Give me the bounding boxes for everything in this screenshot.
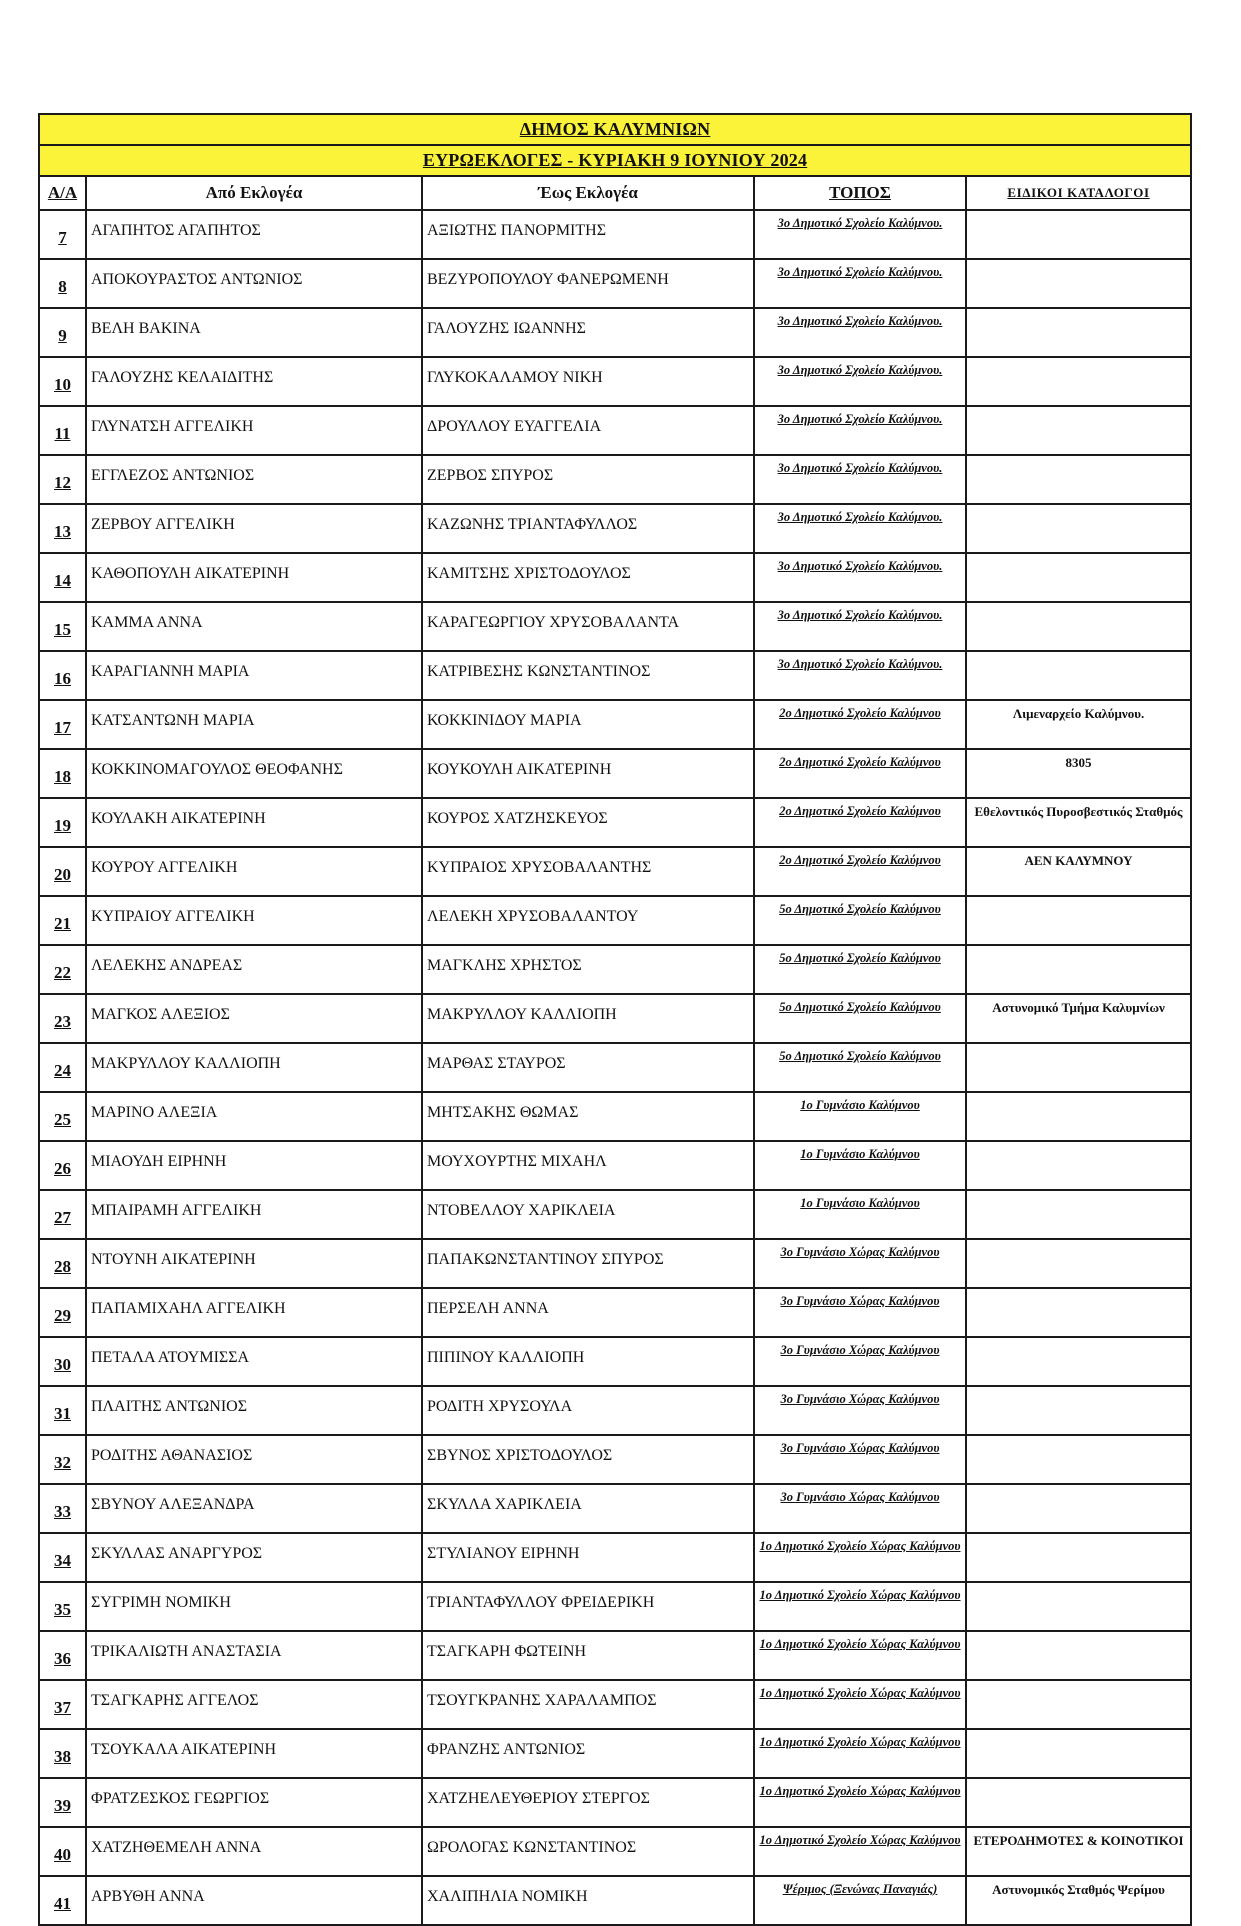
special-list <box>966 1141 1191 1190</box>
header-to: Έως Εκλογέα <box>422 176 754 210</box>
polling-place: 3ο Γυμνάσιο Χώρας Καλύμνου <box>754 1386 966 1435</box>
polling-place: 2ο Δημοτικό Σχολείο Καλύμνου <box>754 798 966 847</box>
from-voter: ΠΕΤΑΛΑ ΑΤΟΥΜΙΣΣΑ <box>86 1337 422 1386</box>
polling-place: 3ο Δημοτικό Σχολείο Καλύμνου. <box>754 259 966 308</box>
polling-place: 1ο Γυμνάσιο Καλύμνου <box>754 1092 966 1141</box>
table-row <box>39 1337 1191 1386</box>
special-list <box>966 1435 1191 1484</box>
polling-place: 5ο Δημοτικό Σχολείο Καλύμνου <box>754 945 966 994</box>
polling-place: 3ο Δημοτικό Σχολείο Καλύμνου. <box>754 602 966 651</box>
to-voter: ΚΑΜΙΤΣΗΣ ΧΡΙΣΤΟΔΟΥΛΟΣ <box>422 553 754 602</box>
row-number: 16 <box>39 651 86 700</box>
special-list: Εθελοντικός Πυροσβεστικός Σταθμός <box>966 798 1191 847</box>
row-number: 12 <box>39 455 86 504</box>
polling-place: 3ο Γυμνάσιο Χώρας Καλύμνου <box>754 1484 966 1533</box>
row-number: 9 <box>39 308 86 357</box>
special-list <box>966 1337 1191 1386</box>
polling-place: 1ο Γυμνάσιο Καλύμνου <box>754 1190 966 1239</box>
to-voter: ΜΗΤΣΑΚΗΣ ΘΩΜΑΣ <box>422 1092 754 1141</box>
table-row <box>39 1386 1191 1435</box>
polling-stations-table <box>38 113 1192 1926</box>
row-number: 36 <box>39 1631 86 1680</box>
special-list <box>966 1680 1191 1729</box>
header-num: Α/Α <box>39 176 86 210</box>
row-number: 38 <box>39 1729 86 1778</box>
from-voter: ΝΤΟΥΝΗ ΑΙΚΑΤΕΡΙΝΗ <box>86 1239 422 1288</box>
to-voter: ΣΒΥΝΟΣ ΧΡΙΣΤΟΔΟΥΛΟΣ <box>422 1435 754 1484</box>
from-voter: ΑΠΟΚΟΥΡΑΣΤΟΣ ΑΝΤΩΝΙΟΣ <box>86 259 422 308</box>
table-row <box>39 504 1191 553</box>
table-row <box>39 602 1191 651</box>
polling-place: 1ο Δημοτικό Σχολείο Χώρας Καλύμνου <box>754 1533 966 1582</box>
from-voter: ΑΡΒΥΘΗ ΑΝΝΑ <box>86 1876 422 1925</box>
row-number: 17 <box>39 700 86 749</box>
from-voter: ΤΣΑΓΚΑΡΗΣ ΑΓΓΕΛΟΣ <box>86 1680 422 1729</box>
election-title: ΕΥΡΩΕΚΛΟΓΕΣ - ΚΥΡΙΑΚΗ 9 ΙΟΥΝΙΟΥ 2024 <box>39 145 1191 176</box>
special-list <box>966 1631 1191 1680</box>
row-number: 26 <box>39 1141 86 1190</box>
row-number: 32 <box>39 1435 86 1484</box>
from-voter: ΜΑΓΚΟΣ ΑΛΕΞΙΟΣ <box>86 994 422 1043</box>
special-list <box>966 1239 1191 1288</box>
polling-place: 1ο Δημοτικό Σχολείο Χώρας Καλύμνου <box>754 1631 966 1680</box>
to-voter: ΒΕΖΥΡΟΠΟΥΛΟΥ ΦΑΝΕΡΩΜΕΝΗ <box>422 259 754 308</box>
row-number: 20 <box>39 847 86 896</box>
special-list <box>966 210 1191 259</box>
to-voter: ΡΟΔΙΤΗ ΧΡΥΣΟΥΛΑ <box>422 1386 754 1435</box>
to-voter: ΚΥΠΡΑΙΟΣ ΧΡΥΣΟΒΑΛΑΝΤΗΣ <box>422 847 754 896</box>
from-voter: ΚΑΜΜΑ ΑΝΝΑ <box>86 602 422 651</box>
special-list <box>966 1288 1191 1337</box>
to-voter: ΑΞΙΩΤΗΣ ΠΑΝΟΡΜΙΤΗΣ <box>422 210 754 259</box>
row-number: 40 <box>39 1827 86 1876</box>
special-list <box>966 1533 1191 1582</box>
title-row <box>39 114 1191 145</box>
from-voter: ΜΠΑΙΡΑΜΗ ΑΓΓΕΛΙΚΗ <box>86 1190 422 1239</box>
special-list <box>966 1484 1191 1533</box>
from-voter: ΤΣΟΥΚΑΛΑ ΑΙΚΑΤΕΡΙΝΗ <box>86 1729 422 1778</box>
to-voter: ΣΚΥΛΛΑ ΧΑΡΙΚΛΕΙΑ <box>422 1484 754 1533</box>
row-number: 28 <box>39 1239 86 1288</box>
row-number: 30 <box>39 1337 86 1386</box>
from-voter: ΜΑΡΙΝΟ ΑΛΕΞΙΑ <box>86 1092 422 1141</box>
to-voter: ΚΑΡΑΓΕΩΡΓΙΟΥ ΧΡΥΣΟΒΑΛΑΝΤΑ <box>422 602 754 651</box>
table-row <box>39 945 1191 994</box>
from-voter: ΚΑΤΣΑΝΤΩΝΗ ΜΑΡΙΑ <box>86 700 422 749</box>
row-number: 7 <box>39 210 86 259</box>
to-voter: ΧΑΤΖΗΕΛΕΥΘΕΡΙΟΥ ΣΤΕΡΓΟΣ <box>422 1778 754 1827</box>
special-list <box>966 308 1191 357</box>
subtitle-row <box>39 145 1191 176</box>
to-voter: ΜΟΥΧΟΥΡΤΗΣ ΜΙΧΑΗΛ <box>422 1141 754 1190</box>
to-voter: ΛΕΛΕΚΗ ΧΡΥΣΟΒΑΛΑΝΤΟΥ <box>422 896 754 945</box>
from-voter: ΓΛΥΝΑΤΣΗ ΑΓΓΕΛΙΚΗ <box>86 406 422 455</box>
special-list <box>966 455 1191 504</box>
table-row <box>39 210 1191 259</box>
polling-place: 3ο Δημοτικό Σχολείο Καλύμνου. <box>754 504 966 553</box>
polling-place: 3ο Δημοτικό Σχολείο Καλύμνου. <box>754 308 966 357</box>
row-number: 22 <box>39 945 86 994</box>
table-row <box>39 1092 1191 1141</box>
table-row <box>39 994 1191 1043</box>
special-list <box>966 553 1191 602</box>
table-row <box>39 798 1191 847</box>
table-row <box>39 1190 1191 1239</box>
to-voter: ΜΑΡΘΑΣ ΣΤΑΥΡΟΣ <box>422 1043 754 1092</box>
row-number: 37 <box>39 1680 86 1729</box>
table-row <box>39 1876 1191 1925</box>
row-number: 39 <box>39 1778 86 1827</box>
from-voter: ΧΑΤΖΗΘΕΜΕΛΗ ΑΝΝΑ <box>86 1827 422 1876</box>
from-voter: ΒΕΛΗ ΒΑΚΙΝΑ <box>86 308 422 357</box>
header-special: ΕΙΔΙΚΟΙ ΚΑΤΑΛΟΓΟΙ <box>966 176 1191 210</box>
polling-place: 3ο Δημοτικό Σχολείο Καλύμνου. <box>754 553 966 602</box>
row-number: 13 <box>39 504 86 553</box>
special-list <box>966 602 1191 651</box>
table-row <box>39 1043 1191 1092</box>
table-row <box>39 406 1191 455</box>
from-voter: ΜΙΑΟΥΔΗ ΕΙΡΗΝΗ <box>86 1141 422 1190</box>
from-voter: ΠΛΑΙΤΗΣ ΑΝΤΩΝΙΟΣ <box>86 1386 422 1435</box>
polling-place: 3ο Δημοτικό Σχολείο Καλύμνου. <box>754 357 966 406</box>
row-number: 35 <box>39 1582 86 1631</box>
to-voter: ΧΑΛΙΠΗΛΙΑ ΝΟΜΙΚΗ <box>422 1876 754 1925</box>
polling-place: 1ο Δημοτικό Σχολείο Χώρας Καλύμνου <box>754 1582 966 1631</box>
from-voter: ΚΑΡΑΓΙΑΝΝΗ ΜΑΡΙΑ <box>86 651 422 700</box>
from-voter: ΕΓΓΛΕΖΟΣ ΑΝΤΩΝΙΟΣ <box>86 455 422 504</box>
table-row <box>39 455 1191 504</box>
polling-place: 1ο Δημοτικό Σχολείο Χώρας Καλύμνου <box>754 1827 966 1876</box>
to-voter: ΣΤΥΛΙΑΝΟΥ ΕΙΡΗΝΗ <box>422 1533 754 1582</box>
header-place: ΤΟΠΟΣ <box>754 176 966 210</box>
table-row <box>39 1435 1191 1484</box>
row-number: 31 <box>39 1386 86 1435</box>
special-list <box>966 1043 1191 1092</box>
table-row <box>39 749 1191 798</box>
to-voter: ΓΑΛΟΥΖΗΣ ΙΩΑΝΝΗΣ <box>422 308 754 357</box>
table-row <box>39 1778 1191 1827</box>
table-row <box>39 553 1191 602</box>
from-voter: ΦΡΑΤΖΕΣΚΟΣ ΓΕΩΡΓΙΟΣ <box>86 1778 422 1827</box>
special-list <box>966 504 1191 553</box>
to-voter: ΦΡΑΝΖΗΣ ΑΝΤΩΝΙΟΣ <box>422 1729 754 1778</box>
from-voter: ΜΑΚΡΥΛΛΟΥ ΚΑΛΛΙΟΠΗ <box>86 1043 422 1092</box>
to-voter: ΚΟΥΡΟΣ ΧΑΤΖΗΣΚΕΥΟΣ <box>422 798 754 847</box>
to-voter: ΩΡΟΛΟΓΑΣ ΚΩΝΣΤΑΝΤΙΝΟΣ <box>422 1827 754 1876</box>
header-from: Από Εκλογέα <box>86 176 422 210</box>
table-row <box>39 1729 1191 1778</box>
polling-place: 3ο Δημοτικό Σχολείο Καλύμνου. <box>754 651 966 700</box>
to-voter: ΓΛΥΚΟΚΑΛΑΜΟΥ ΝΙΚΗ <box>422 357 754 406</box>
polling-place: 3ο Δημοτικό Σχολείο Καλύμνου. <box>754 406 966 455</box>
polling-place: 2ο Δημοτικό Σχολείο Καλύμνου <box>754 749 966 798</box>
from-voter: ΤΡΙΚΑΛΙΩΤΗ ΑΝΑΣΤΑΣΙΑ <box>86 1631 422 1680</box>
header-row <box>39 176 1191 210</box>
to-voter: ΖΕΡΒΟΣ ΣΠΥΡΟΣ <box>422 455 754 504</box>
row-number: 24 <box>39 1043 86 1092</box>
special-list <box>966 1092 1191 1141</box>
row-number: 21 <box>39 896 86 945</box>
from-voter: ΚΟΚΚΙΝΟΜΑΓΟΥΛΟΣ ΘΕΟΦΑΝΗΣ <box>86 749 422 798</box>
polling-place: 5ο Δημοτικό Σχολείο Καλύμνου <box>754 994 966 1043</box>
from-voter: ΠΑΠΑΜΙΧΑΗΛ ΑΓΓΕΛΙΚΗ <box>86 1288 422 1337</box>
polling-place: Ψέριμος (Ξενώνας Παναγιάς) <box>754 1876 966 1925</box>
row-number: 34 <box>39 1533 86 1582</box>
special-list <box>966 651 1191 700</box>
from-voter: ΡΟΔΙΤΗΣ ΑΘΑΝΑΣΙΟΣ <box>86 1435 422 1484</box>
special-list <box>966 896 1191 945</box>
polling-place: 3ο Δημοτικό Σχολείο Καλύμνου. <box>754 210 966 259</box>
table-row <box>39 1484 1191 1533</box>
table-row <box>39 1141 1191 1190</box>
row-number: 10 <box>39 357 86 406</box>
to-voter: ΚΑΤΡΙΒΕΣΗΣ ΚΩΝΣΤΑΝΤΙΝΟΣ <box>422 651 754 700</box>
special-list: Αστυνομικό Τμήμα Καλυμνίων <box>966 994 1191 1043</box>
row-number: 8 <box>39 259 86 308</box>
to-voter: ΔΡΟΥΛΛΟΥ ΕΥΑΓΓΕΛΙΑ <box>422 406 754 455</box>
special-list <box>966 1190 1191 1239</box>
table-row <box>39 1631 1191 1680</box>
row-number: 33 <box>39 1484 86 1533</box>
table-row <box>39 847 1191 896</box>
special-list <box>966 1778 1191 1827</box>
table-row <box>39 1827 1191 1876</box>
row-number: 23 <box>39 994 86 1043</box>
table-row <box>39 259 1191 308</box>
from-voter: ΚΥΠΡΑΙΟΥ ΑΓΓΕΛΙΚΗ <box>86 896 422 945</box>
municipality-title: ΔΗΜΟΣ ΚΑΛΥΜΝΙΩΝ <box>39 114 1191 145</box>
polling-stations-sheet <box>38 113 1190 1926</box>
row-number: 11 <box>39 406 86 455</box>
polling-place: 1ο Δημοτικό Σχολείο Χώρας Καλύμνου <box>754 1778 966 1827</box>
special-list <box>966 406 1191 455</box>
row-number: 41 <box>39 1876 86 1925</box>
polling-place: 1ο Δημοτικό Σχολείο Χώρας Καλύμνου <box>754 1680 966 1729</box>
table-row <box>39 1582 1191 1631</box>
to-voter: ΠΕΡΣΕΛΗ ΑΝΝΑ <box>422 1288 754 1337</box>
special-list: ΕΤΕΡΟΔΗΜΟΤΕΣ & ΚΟΙΝΟΤΙΚΟΙ <box>966 1827 1191 1876</box>
from-voter: ΑΓΑΠΗΤΟΣ ΑΓΑΠΗΤΟΣ <box>86 210 422 259</box>
table-body <box>39 210 1191 1925</box>
table-row <box>39 1533 1191 1582</box>
polling-place: 1ο Γυμνάσιο Καλύμνου <box>754 1141 966 1190</box>
polling-place: 2ο Δημοτικό Σχολείο Καλύμνου <box>754 847 966 896</box>
to-voter: ΜΑΓΚΛΗΣ ΧΡΗΣΤΟΣ <box>422 945 754 994</box>
from-voter: ΣΥΓΡΙΜΗ ΝΟΜΙΚΗ <box>86 1582 422 1631</box>
to-voter: ΤΡΙΑΝΤΑΦΥΛΛΟΥ ΦΡΕΙΔΕΡΙΚΗ <box>422 1582 754 1631</box>
polling-place: 2ο Δημοτικό Σχολείο Καλύμνου <box>754 700 966 749</box>
special-list <box>966 1386 1191 1435</box>
polling-place: 5ο Δημοτικό Σχολείο Καλύμνου <box>754 896 966 945</box>
special-list <box>966 357 1191 406</box>
to-voter: ΝΤΟΒΕΛΛΟΥ ΧΑΡΙΚΛΕΙΑ <box>422 1190 754 1239</box>
row-number: 25 <box>39 1092 86 1141</box>
polling-place: 3ο Γυμνάσιο Χώρας Καλύμνου <box>754 1435 966 1484</box>
from-voter: ΖΕΡΒΟΥ ΑΓΓΕΛΙΚΗ <box>86 504 422 553</box>
from-voter: ΣΚΥΛΛΑΣ ΑΝΑΡΓΥΡΟΣ <box>86 1533 422 1582</box>
from-voter: ΣΒΥΝΟΥ ΑΛΕΞΑΝΔΡΑ <box>86 1484 422 1533</box>
row-number: 18 <box>39 749 86 798</box>
from-voter: ΚΑΘΟΠΟΥΛΗ ΑΙΚΑΤΕΡΙΝΗ <box>86 553 422 602</box>
special-list <box>966 259 1191 308</box>
row-number: 14 <box>39 553 86 602</box>
polling-place: 1ο Δημοτικό Σχολείο Χώρας Καλύμνου <box>754 1729 966 1778</box>
from-voter: ΛΕΛΕΚΗΣ ΑΝΔΡΕΑΣ <box>86 945 422 994</box>
table-row <box>39 896 1191 945</box>
row-number: 29 <box>39 1288 86 1337</box>
table-row <box>39 651 1191 700</box>
special-list <box>966 1729 1191 1778</box>
row-number: 19 <box>39 798 86 847</box>
polling-place: 3ο Γυμνάσιο Χώρας Καλύμνου <box>754 1239 966 1288</box>
special-list: Λιμεναρχείο Καλύμνου. <box>966 700 1191 749</box>
polling-place: 3ο Γυμνάσιο Χώρας Καλύμνου <box>754 1288 966 1337</box>
to-voter: ΜΑΚΡΥΛΛΟΥ ΚΑΛΛΙΟΠΗ <box>422 994 754 1043</box>
special-list <box>966 945 1191 994</box>
special-list <box>966 1582 1191 1631</box>
table-row <box>39 1288 1191 1337</box>
special-list: Αστυνομικός Σταθμός Ψερίμου <box>966 1876 1191 1925</box>
polling-place: 3ο Γυμνάσιο Χώρας Καλύμνου <box>754 1337 966 1386</box>
to-voter: ΚΟΚΚΙΝΙΔΟΥ ΜΑΡΙΑ <box>422 700 754 749</box>
to-voter: ΠΑΠΑΚΩΝΣΤΑΝΤΙΝΟΥ ΣΠΥΡΟΣ <box>422 1239 754 1288</box>
to-voter: ΤΣΟΥΓΚΡΑΝΗΣ ΧΑΡΑΛΑΜΠΟΣ <box>422 1680 754 1729</box>
table-row <box>39 1239 1191 1288</box>
row-number: 27 <box>39 1190 86 1239</box>
special-list: ΑΕΝ ΚΑΛΥΜΝΟΥ <box>966 847 1191 896</box>
table-row <box>39 700 1191 749</box>
table-row <box>39 1680 1191 1729</box>
to-voter: ΠΙΠΙΝΟΥ ΚΑΛΛΙΟΠΗ <box>422 1337 754 1386</box>
to-voter: ΚΟΥΚΟΥΛΗ ΑΙΚΑΤΕΡΙΝΗ <box>422 749 754 798</box>
polling-place: 5ο Δημοτικό Σχολείο Καλύμνου <box>754 1043 966 1092</box>
to-voter: ΤΣΑΓΚΑΡΗ ΦΩΤΕΙΝΗ <box>422 1631 754 1680</box>
table-row <box>39 308 1191 357</box>
table-row <box>39 357 1191 406</box>
polling-place: 3ο Δημοτικό Σχολείο Καλύμνου. <box>754 455 966 504</box>
row-number: 15 <box>39 602 86 651</box>
from-voter: ΓΑΛΟΥΖΗΣ ΚΕΛΑΙΔΙΤΗΣ <box>86 357 422 406</box>
to-voter: ΚΑΖΩΝΗΣ ΤΡΙΑΝΤΑΦΥΛΛΟΣ <box>422 504 754 553</box>
special-list: 8305 <box>966 749 1191 798</box>
from-voter: ΚΟΥΡΟΥ ΑΓΓΕΛΙΚΗ <box>86 847 422 896</box>
from-voter: ΚΟΥΛΑΚΗ ΑΙΚΑΤΕΡΙΝΗ <box>86 798 422 847</box>
